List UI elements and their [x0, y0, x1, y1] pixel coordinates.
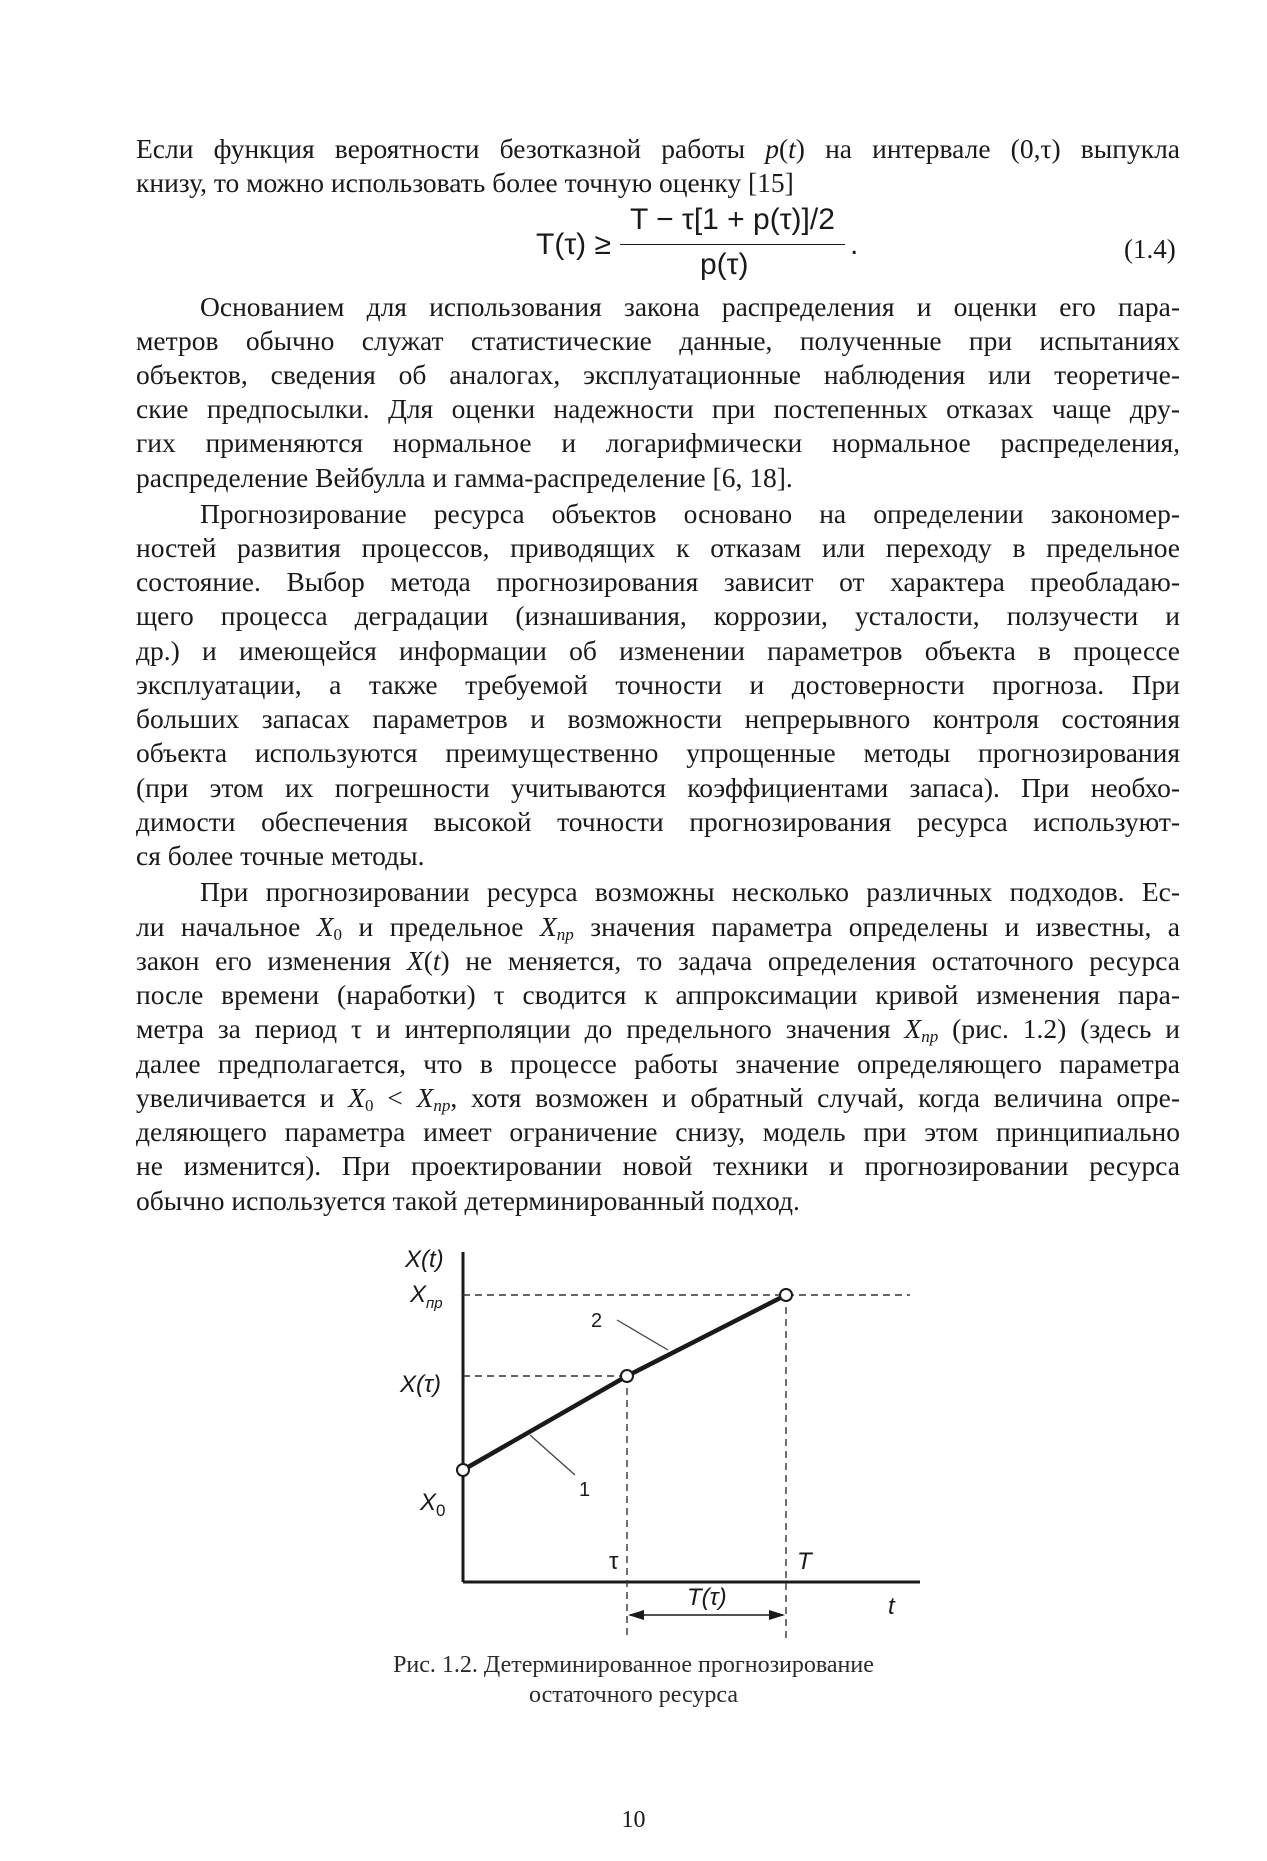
paragraph-4-line-4: после времени (наработки) τ сводится к аппроксимации кривой изменения пара- — [136, 979, 1180, 1010]
callout-2: 2 — [591, 1310, 603, 1332]
segment-2-forecast — [627, 1295, 786, 1376]
formula-lhs: T(τ) ≥ — [536, 228, 611, 261]
formula-period: . — [850, 228, 859, 261]
paragraph-4-line-10: обычно используется такой детерминированный подход. — [136, 1185, 800, 1216]
paragraph-3-line: объекта используются преимущественно упрощенные методы прогнозирования — [136, 737, 1180, 768]
label-xtau: X(τ) — [400, 1371, 441, 1398]
segment-1-observed — [463, 1376, 627, 1470]
paragraph-1-line-1: Если функция вероятности безотказной работы p(t) на интервале (0,τ) выпукла — [136, 133, 1180, 164]
figure-caption-line-2: остаточного ресурса — [529, 1682, 738, 1708]
paragraph-2-line: метров обычно служат статистические данные, полученные при испытаниях — [136, 325, 1180, 356]
equation-number: (1.4) — [1124, 234, 1176, 264]
paragraph-3-line: др.) и имеющейся информации об изменении параметров объекта в процессе — [136, 635, 1180, 666]
paragraph-4-line-1: При прогнозировании ресурса возможны несколько различных подходов. Ес- — [200, 876, 1180, 907]
label-T: T — [797, 1548, 812, 1575]
figure-caption-line-1: Рис. 1.2. Детерминированное прогнозирование — [393, 1652, 874, 1678]
paragraph-3-line: ностей развития процессов, приводящих к отказам или переходу в предельное — [136, 532, 1180, 563]
paragraph-4-line-3: закон его изменения X(t) не меняется, то задача определения остаточного ресурса — [136, 945, 1180, 976]
paragraph-4-line-9: не изменится). При проектировании новой техники и прогнозировании ресурса — [136, 1150, 1180, 1181]
label-xpr: $X_{пр}$ — [410, 1281, 443, 1312]
paragraph-2-line: объектов, сведения об аналогах, эксплуатационные наблюдения или теоретиче- — [136, 359, 1180, 390]
paragraph-3-line: Прогнозирование ресурса объектов основано на определении закономер- — [200, 498, 1180, 529]
paragraph-4-line-8: деляющего параметра имеет ограничение снизу, модель при этом принципиально — [136, 1116, 1180, 1147]
paragraph-2-line: ские предпосылки. Для оценки надежности при постепенных отказах чаще дру- — [136, 393, 1180, 424]
label-T-tau: T(τ) — [687, 1584, 727, 1611]
label-x0: $X_0$ — [420, 1489, 446, 1520]
ttau-arrow-right — [769, 1610, 785, 1620]
paragraph-2-line: Основанием для использования закона распределения и оценки его пара- — [200, 291, 1180, 322]
paragraph-4-line-6: далее предполагается, что в процессе работы значение определяющего параметра — [136, 1048, 1180, 1079]
formula-numerator: T − τ[1 + p(τ)]/2 — [630, 203, 835, 236]
paragraph-2-line: гих применяются нормальное и логарифмически нормальное распределения, — [136, 427, 1180, 458]
point-xtau — [621, 1370, 633, 1382]
paragraph-3-line: димости обеспечения высокой точности прогнозирования ресурса используют- — [136, 806, 1180, 837]
point-xpr — [780, 1289, 792, 1301]
ttau-arrow-left — [628, 1610, 644, 1620]
point-x0 — [457, 1464, 469, 1476]
paragraph-3-line: эксплуатации, а также требуемой точности и достоверности прогноза. При — [136, 669, 1180, 700]
callout-1-leader — [530, 1435, 575, 1475]
paragraph-4-line-5: метра за период τ и интерполяции до предельного значения Xпр (рис. 1.2) (здесь и — [136, 1013, 1180, 1047]
callout-2-leader — [617, 1320, 668, 1350]
paragraph-3-line: (при этом их погрешности учитываются коэффициентами запаса). При необхо- — [136, 772, 1180, 803]
label-tau: τ — [609, 1548, 619, 1575]
paragraph-3-line: щего процесса деградации (изнашивания, коррозии, усталости, ползучести и — [136, 600, 1180, 631]
formula-denominator: p(τ) — [700, 248, 749, 281]
callout-1: 1 — [579, 1479, 591, 1501]
paragraph-3-line: состояние. Выбор метода прогнозирования зависит от характера преобладаю- — [136, 566, 1180, 597]
paragraph-4-line-7: увеличивается и X0 < Xпр, хотя возможен и обратный случай, когда величина опре- — [136, 1082, 1180, 1116]
x-axis-label: t — [888, 1593, 895, 1620]
y-axis-label: X(t) — [405, 1246, 444, 1273]
paragraph-3-line: ся более точные методы. — [136, 840, 425, 871]
paragraph-1-line-2: книзу, то можно использовать более точную оценку [15] — [136, 167, 794, 198]
page-number: 10 — [621, 1807, 646, 1833]
paragraph-2-line: распределение Вейбулла и гамма-распределение [6, 18]. — [136, 462, 793, 493]
paragraph-3-line: больших запасах параметров и возможности непрерывного контроля состояния — [136, 703, 1180, 734]
paragraph-4-line-2: ли начальное X0 и предельное Xпр значения параметра определены и известны, а — [136, 911, 1181, 945]
